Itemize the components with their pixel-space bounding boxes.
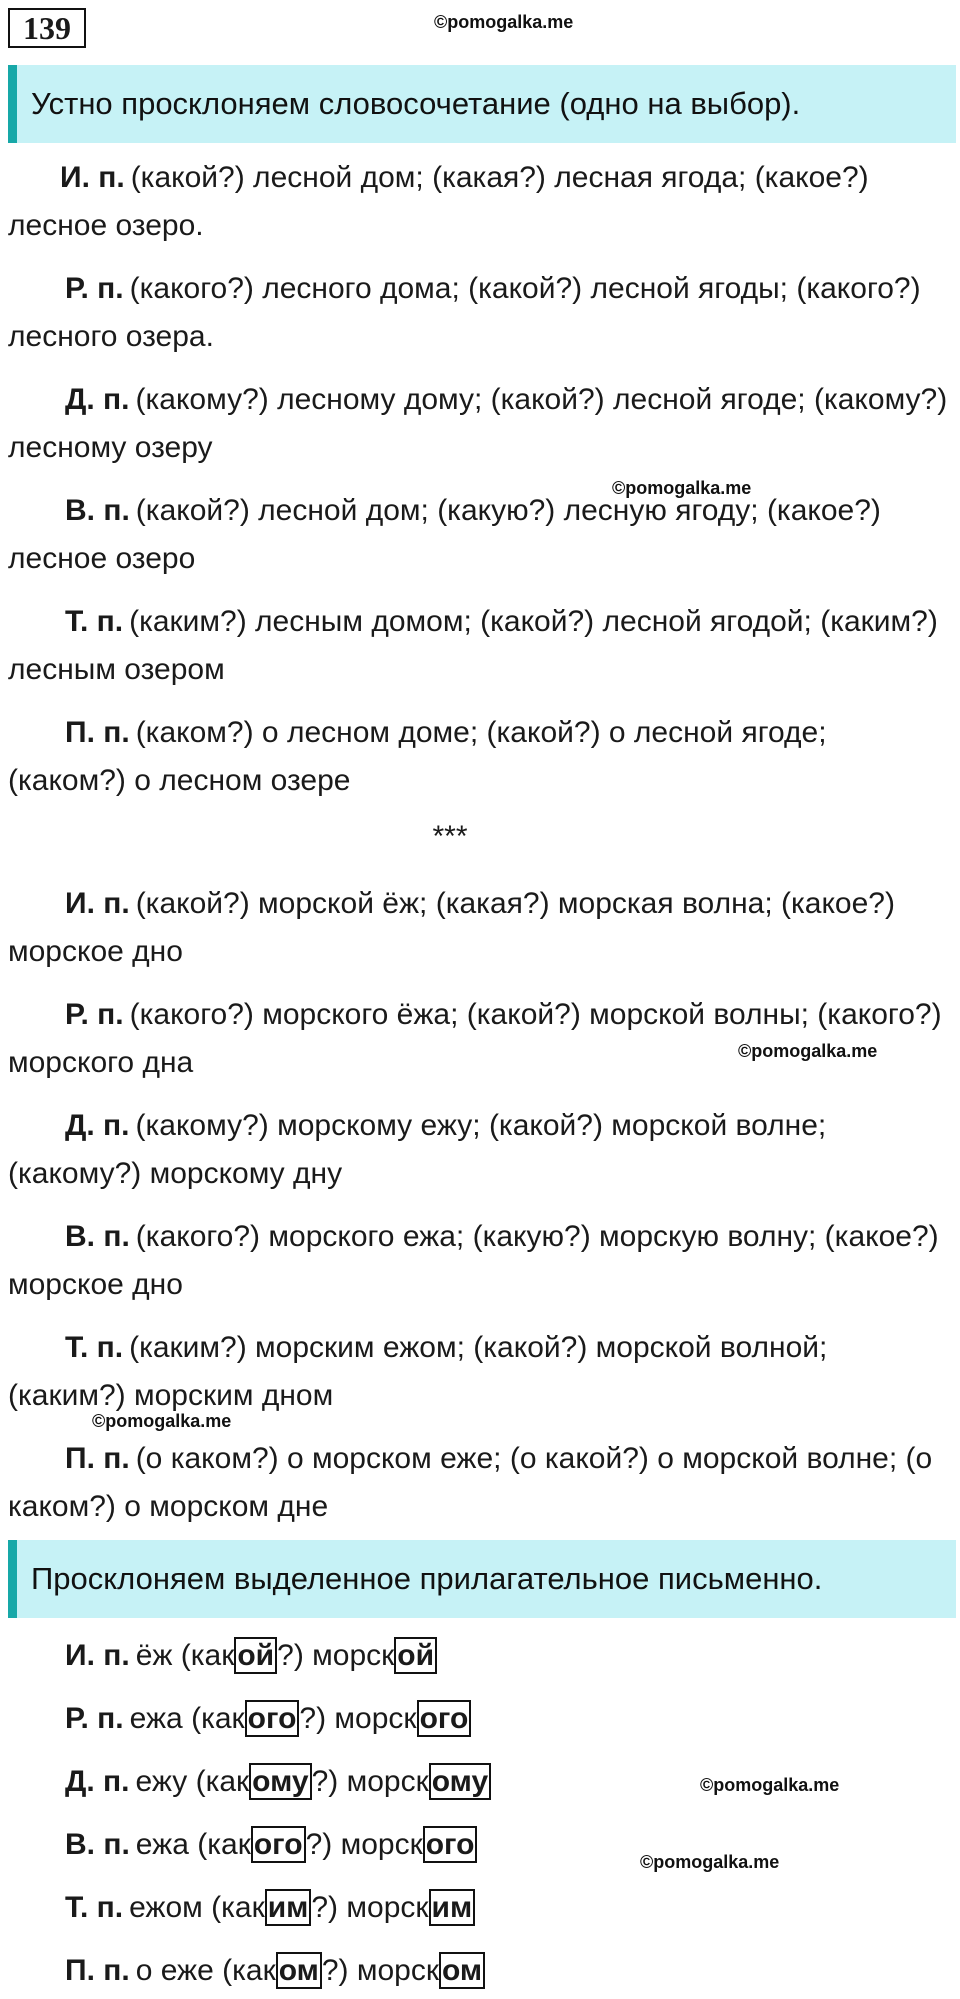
mid-text: ?) морск [311, 1891, 429, 1924]
case-paragraph [8, 709, 948, 805]
case-label: В. п. [65, 1828, 130, 1861]
watermark: ©pomogalka.me [640, 1852, 780, 1872]
case-text: (какой?) морской ёж; (какая?) морская волна; (какое?) морское дно [8, 887, 895, 968]
case-paragraph [8, 1102, 948, 1198]
declension-row [65, 1758, 491, 1806]
mid-text: ?) морск [277, 1639, 395, 1672]
case-text: (каким?) морским ежом; (какой?) морской волной; (каким?) морским дном [8, 1331, 828, 1412]
case-paragraph [8, 265, 948, 361]
adjective-ending: ой [394, 1637, 437, 1674]
mid-text: ?) морск [311, 1765, 429, 1798]
case-label: П. п. [65, 716, 130, 749]
case-paragraph [8, 154, 948, 250]
case-text: (о каком?) о морском еже; (о какой?) о морской волне; (о каком?) о морском дне [8, 1442, 933, 1523]
case-paragraph [8, 880, 948, 976]
case-label: И. п. [65, 1639, 130, 1672]
case-label: В. п. [65, 494, 130, 527]
noun-text: ежу (как [135, 1765, 250, 1798]
noun-text: ёж (как [135, 1639, 235, 1672]
case-label: П. п. [65, 1954, 130, 1987]
case-text: (какой?) лесной дом; (какую?) лесную ягоду; (какое?) лесное озеро [8, 494, 881, 575]
case-paragraph [8, 376, 948, 472]
adjective-ending: им [429, 1889, 476, 1926]
case-text: (какого?) лесного дома; (какой?) лесной ягоды; (какого?) лесного озера. [8, 272, 921, 353]
declension-row [65, 1632, 437, 1680]
task-number: 139 [8, 8, 86, 48]
case-text: (каким?) лесным домом; (какой?) лесной ягодой; (каким?) лесным озером [8, 605, 938, 686]
adjective-ending: ому [429, 1763, 491, 1800]
watermark: ©pomogalka.me [700, 1775, 840, 1795]
task-banner: Устно просклоняем словосочетание (одно на выбор). [8, 65, 956, 143]
case-label: Д. п. [65, 383, 130, 416]
case-paragraph [8, 991, 948, 1087]
noun-text: ежа (как [129, 1702, 245, 1735]
case-label: Р. п. [65, 272, 124, 305]
case-text: (каком?) о лесном доме; (какой?) о лесной ягоде; (каком?) о лесном озере [8, 716, 827, 797]
case-label: Т. п. [65, 1331, 124, 1364]
declension-row [65, 1947, 485, 1995]
case-text: (какого?) морского ежа; (какую?) морскую волну; (какое?) морское дно [8, 1220, 939, 1301]
case-paragraph [8, 598, 948, 694]
case-text: (какому?) лесному дому; (какой?) лесной ягоде; (какому?) лесному озеру [8, 383, 948, 464]
watermark: ©pomogalka.me [738, 1041, 878, 1061]
case-text: (какой?) лесной дом; (какая?) лесная ягода; (какое?) лесное озеро. [8, 161, 869, 242]
case-paragraph [8, 1324, 948, 1420]
declension-row [65, 1695, 471, 1743]
question-ending: ой [234, 1637, 277, 1674]
declension-row [65, 1884, 475, 1932]
mid-text: ?) морск [321, 1954, 439, 1987]
question-ending: ого [245, 1700, 300, 1737]
case-label: Д. п. [65, 1765, 130, 1798]
watermark: ©pomogalka.me [92, 1411, 232, 1431]
written-banner: Просклоняем выделенное прилагательное письменно. [8, 1540, 956, 1618]
question-ending: им [265, 1889, 312, 1926]
adjective-ending: ого [417, 1700, 472, 1737]
case-label: В. п. [65, 1220, 130, 1253]
case-label: П. п. [65, 1442, 130, 1475]
noun-text: о еже (как [135, 1954, 276, 1987]
separator: *** [432, 820, 468, 853]
case-paragraph [8, 487, 948, 583]
case-text: (какому?) морскому ежу; (какой?) морской волне; (какому?) морскому дну [8, 1109, 827, 1190]
noun-text: ежа (как [135, 1828, 251, 1861]
case-label: Т. п. [65, 605, 124, 638]
mid-text: ?) морск [299, 1702, 417, 1735]
case-label: Д. п. [65, 1109, 130, 1142]
noun-text: ежом (как [129, 1891, 265, 1924]
case-label: И. п. [65, 887, 130, 920]
case-label: И. п. [60, 161, 125, 194]
case-paragraph [8, 1435, 948, 1531]
question-ending: ого [251, 1826, 306, 1863]
mid-text: ?) морск [305, 1828, 423, 1861]
case-label: Т. п. [65, 1891, 124, 1924]
watermark: ©pomogalka.me [434, 12, 574, 32]
case-text: (какого?) морского ёжа; (какой?) морской волны; (какого?) морского дна [8, 998, 942, 1079]
adjective-ending: ом [439, 1952, 485, 1989]
question-ending: ом [276, 1952, 322, 1989]
case-label: Р. п. [65, 998, 124, 1031]
watermark: ©pomogalka.me [612, 478, 752, 498]
declension-row [65, 1821, 477, 1869]
adjective-ending: ого [423, 1826, 478, 1863]
case-label: Р. п. [65, 1702, 124, 1735]
question-ending: ому [249, 1763, 311, 1800]
case-paragraph [8, 1213, 948, 1309]
